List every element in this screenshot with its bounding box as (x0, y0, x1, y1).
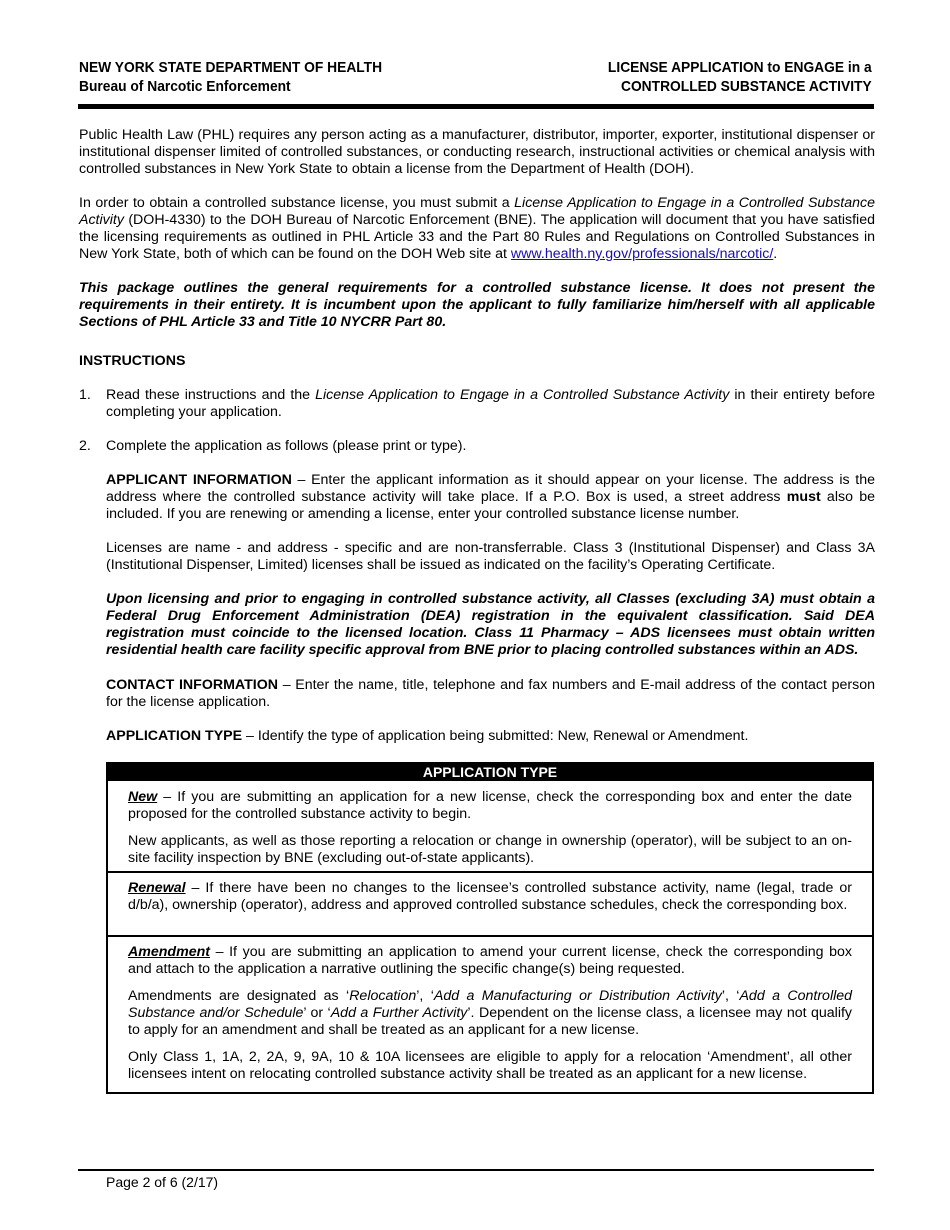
amendment-text: – If you are submitting an application to amend your current license, check the corresponding box and attach to the application a narrative outlining the specific change(s) being requested. (128, 944, 852, 977)
manufacturing-italic: Add a Manufacturing or Distribution Activity (433, 988, 722, 1004)
amend-p2-d: ’ or ‘ (303, 1005, 331, 1021)
new-description (128, 789, 852, 823)
doh-website-link[interactable]: www.health.ny.gov/professionals/narcotic/ (510, 246, 774, 262)
item1-text-b: in their entirety before completing your application. (106, 387, 875, 420)
amend-p2-b: ’, ‘ (416, 988, 434, 1004)
instruction-item-2: Complete the application as follows (please print or type). (106, 438, 467, 454)
further-activity-italic: Add a Further Activity (330, 1005, 468, 1021)
new-cell (108, 789, 872, 877)
intro-p2-end: . (773, 246, 778, 262)
application-type-paragraph (106, 728, 875, 745)
contact-information-paragraph (106, 677, 875, 711)
amend-p2-a: Amendments are designated as ‘ (128, 988, 350, 1004)
agency-name: NEW YORK STATE DEPARTMENT OF HEALTH (79, 59, 383, 76)
applicant-information-label: APPLICANT INFORMATION (106, 472, 292, 488)
new-label: New (128, 789, 158, 805)
applicant-information-paragraph (106, 472, 875, 523)
amend-p2-c: ’, ‘ (721, 988, 740, 1004)
controlled-substance-italic: Add a Controlled Substance and/or Schedule (128, 988, 853, 1021)
form-name-italic: License Application to Engage in a Controlled Substance Activity (79, 195, 875, 228)
item-1-number: 1. (79, 387, 91, 403)
relocation-eligibility: Only Class 1, 1A, 2, 2A, 9, 9A, 10 & 10A licensees are eligible to apply for a relocation ‘Amendment’, all other licensees intent on relocating controlled substance activity shall be treated as an applicant for a new license. (128, 1049, 852, 1082)
renewal-text: – If there have been no changes to the licensee’s controlled substance activity, name (legal, trade or d/b/a), ownership (operator), address and approved controlled substance schedules, check the corresponding box. (128, 880, 852, 913)
page-number: Page 2 of 6 (2/17) (106, 1174, 219, 1190)
form-title-line2: CONTROLLED SUBSTANCE ACTIVITY (621, 78, 872, 95)
licenses-paragraph: Licenses are name - and address - specific and are non-transferrable. Class 3 (Institutional Dispenser) and Class 3A (Institutional Dispenser, Limited) licenses shall be issued as indicated on the facility’s Operating Certificate. (106, 540, 875, 573)
row-divider-1 (108, 871, 872, 873)
applicant-text-a: – Enter the applicant information as it should appear on your license. The address is the address where the controlled substance activity will take place. If a P.O. Box is used, a street address (106, 472, 875, 505)
dea-registration-notice: Upon licensing and prior to engaging in controlled substance activity, all Classes (excluding 3A) must obtain a Federal Drug Enforcement Administration (DEA) registration in the equivalent classification. Said DEA registration must coincide to the licensed location. Class 11 Pharmacy – ADS licensees must obtain written residential health care facility specific approval from BNE prior to placing controlled substances within an ADS. (106, 591, 875, 658)
table-header: APPLICATION TYPE (108, 764, 872, 781)
contact-information-label: CONTACT INFORMATION (106, 677, 279, 693)
item1-text-a: Read these instructions and the (106, 387, 316, 403)
amendment-designations (128, 988, 852, 1039)
new-inspection-note: New applicants, as well as those reporting a relocation or change in ownership (operator), will be subject to an on-site facility inspection by BNE (excluding out-of-state applicants). (128, 833, 852, 866)
application-type-text: – Identify the type of application being submitted: New, Renewal or Amendment. (242, 728, 749, 744)
agency-header (79, 58, 382, 96)
relocation-italic: Relocation (349, 988, 417, 1004)
must-emphasis: must (786, 489, 821, 505)
applicant-text-b: also be included. If you are renewing or amending a license, enter your controlled substance license number. (106, 489, 875, 522)
form-title-line1: LICENSE APPLICATION to ENGAGE in a (608, 59, 872, 76)
new-text: – If you are submitting an application for a new license, check the corresponding box and enter the date proposed for the controlled substance activity to begin. (128, 789, 852, 822)
amendment-cell (108, 944, 872, 1093)
header-divider (78, 104, 874, 109)
contact-text: – Enter the name, title, telephone and fax numbers and E-mail address of the contact person for the license application. (106, 677, 875, 710)
application-type-label: APPLICATION TYPE (106, 728, 243, 744)
item1-form-name: License Application to Engage in a Controlled Substance Activity (315, 387, 730, 403)
renewal-label: Renewal (128, 880, 186, 896)
requirements-notice: This package outlines the general requirements for a controlled substance license. It does not present the requirements in their entirety. It is incumbent upon the applicant to fully familiarize him/herself with all applicable Sections of PHL Article 33 and Title 10 NYCRR Part 80. (79, 280, 875, 330)
intro-paragraph-1: Public Health Law (PHL) requires any person acting as a manufacturer, distributor, importer, exporter, institutional dispenser or institutional dispenser limited of controlled substances, or conducting research, instructional activities or chemical analysis with controlled substances in New York State to obtain a license from the Department of Health (DOH). (79, 127, 875, 177)
intro-p2-text-b: (DOH-4330) to the DOH Bureau of Narcotic Enforcement (BNE). The application will document that you have satisfied the licensing requirements as outlined in PHL Article 33 and the Part 80 Rules and Regulations on Controlled Substances in New York State, both of which can be found on the DOH Web site at (79, 212, 875, 262)
intro-p2-text-a: In order to obtain a controlled substance license, you must submit a (79, 195, 515, 211)
bureau-name: Bureau of Narcotic Enforcement (79, 78, 291, 95)
row-divider-2 (108, 935, 872, 937)
instruction-item-1 (106, 387, 875, 421)
amendment-label: Amendment (128, 944, 210, 960)
form-title (608, 58, 872, 96)
renewal-cell (108, 880, 872, 924)
footer-divider (78, 1169, 874, 1171)
amendment-description (128, 944, 852, 978)
application-type-table (106, 762, 874, 1094)
instructions-heading: INSTRUCTIONS (79, 353, 186, 369)
renewal-description (128, 880, 852, 914)
intro-paragraph-2 (79, 195, 875, 263)
item-2-number: 2. (79, 438, 91, 454)
amend-p2-e: ’. Dependent on the license class, a licensee may not qualify to apply for an amendment and shall be treated as an applicant for a new license. (128, 1005, 853, 1038)
